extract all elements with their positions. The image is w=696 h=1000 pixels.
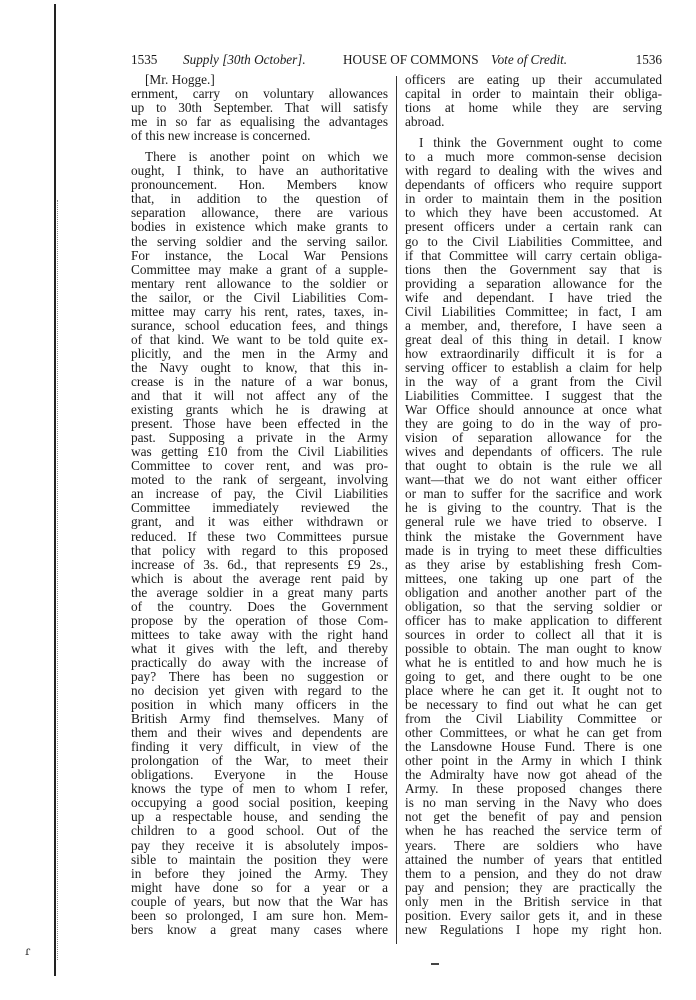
text-line: I think the Government ought to come (419, 136, 662, 151)
text-line: years. There are soldiers who have (405, 838, 662, 853)
text-line: with regard to dealing with the wives and (405, 164, 662, 179)
text-line: is no man serving in the Navy who does (405, 796, 662, 811)
text-line: obligation, so that the serving soldier or (405, 599, 662, 614)
text-line: mittees to take away with the right hand (131, 627, 388, 642)
text-line: how extraordinarily difficult it is for a (405, 346, 662, 361)
text-line: pay and pension; they are practically the (405, 880, 662, 895)
column-divider-rule (396, 76, 397, 944)
text-line: There is another point on which we (145, 150, 388, 165)
text-line: a member, and, therefore, I have seen a (405, 318, 662, 333)
text-line: mittee may carry his rent, rates, taxes, in- (131, 304, 388, 319)
text-line: go to the Civil Liabilities Committee, and (405, 234, 662, 249)
text-line: Liabilities Committee. I suggest that the (405, 389, 662, 404)
text-line: be necessary to find out what he can get (405, 698, 662, 713)
text-line: only men in the British service in that (405, 894, 662, 909)
text-line: position in which many officers in the (131, 698, 388, 713)
text-line: Civil Liabilities Committee; in fact, I am (405, 304, 662, 319)
text-line: abroad. (405, 115, 445, 130)
text-line: me in so far as equalising the advantages (131, 115, 388, 130)
right-text-column (405, 73, 662, 937)
text-line: want—that we do not want either officer (405, 473, 662, 488)
text-line: in order to maintain them in the position (405, 192, 662, 207)
text-line: of this new increase is concerned. (131, 129, 311, 144)
text-line: great deal of this thing in detail. I know (405, 332, 662, 347)
column-number-left: 1535 (131, 52, 158, 67)
text-line: sible to maintain the position they were (131, 852, 388, 867)
text-line: and that it will not affect any of the (131, 389, 388, 404)
text-line: general rule we have tried to observe. I (405, 515, 662, 530)
text-line: or man to suffer for the sacrifice and work (405, 487, 662, 502)
text-line: that ought to obtain is the rule we all (405, 459, 662, 474)
text-line: up to 30th September. That will satisfy (131, 101, 388, 116)
text-line: couple of years, but now that the War has (131, 894, 388, 909)
left-text-column (131, 73, 388, 937)
text-line: mittees, one taking up one part of the (405, 571, 662, 586)
text-line: to which they have been accustomed. At (405, 206, 662, 221)
text-line: ernment, carry on voluntary allowances (131, 87, 388, 102)
text-line: propose by the operation of those Com- (131, 613, 388, 628)
text-line: separation allowance, there are various (131, 206, 388, 221)
text-line: them to a pension, and they do not draw (405, 866, 662, 881)
text-line: sources in order to collect all that it is (405, 627, 662, 642)
text-line: Committee to cover rent, and was pro- (131, 459, 388, 474)
text-line: present officers under a certain rank can (405, 220, 662, 235)
text-line: to a much more common-sense decision (405, 150, 662, 165)
text-line: pay they receive it is absolutely impos- (131, 838, 388, 853)
text-line: when he has reached the service term of (405, 824, 662, 839)
text-line: present. Those have been effected in the (131, 417, 388, 432)
text-line: think the mistake the Government have (405, 529, 662, 544)
text-line: grant, and it was either withdrawn or (131, 515, 388, 530)
text-line: might have done so for a year or a (131, 880, 388, 895)
text-line: practically do away with the increase of (131, 655, 388, 670)
text-line: he is giving to the country. That is the (405, 501, 662, 516)
text-line: if that Committee will carry certain obliga- (405, 248, 662, 263)
text-line: vision of separation allowance for the (405, 431, 662, 446)
text-line: what he is entitled to and how much he is (405, 655, 662, 670)
text-line: capital in order to maintain their obliga- (405, 87, 662, 102)
text-line: they are going to do in the way of pro- (405, 417, 662, 432)
text-line: bodies in existence which make grants to (131, 220, 388, 235)
text-line: past. Supposing a private in the Army (131, 431, 388, 446)
text-line: the serving soldier and the serving sailor. (131, 234, 388, 249)
text-line: providing a separation allowance for the (405, 276, 662, 291)
text-line: of the country. Does the Government (131, 599, 388, 614)
text-line: place where he can get it. It ought not to (405, 684, 662, 699)
text-line: For instance, the Local War Pensions (131, 248, 388, 263)
text-line: that, in addition to the question of (131, 192, 388, 207)
footer-dash-mark (431, 963, 439, 965)
text-line: of that kind. We want to be told quite ex- (131, 332, 388, 347)
text-line: wives and dependants of officers. The rule (405, 445, 662, 460)
column-number-right: 1536 (635, 52, 662, 67)
text-line: Committee immediately reviewed the (131, 501, 388, 516)
text-line: the sailor, or the Civil Liabilities Com- (131, 290, 388, 305)
margin-dotted-rule (57, 200, 58, 960)
text-line: was getting £10 from the Civil Liabilities (131, 445, 388, 460)
text-line: the average soldier in a great many parts (131, 585, 388, 600)
running-header (131, 52, 662, 68)
text-line: been so prolonged, I am sure hon. Mem- (131, 908, 388, 923)
text-line: serving officer to establish a claim for help (405, 360, 662, 375)
text-line: knows the type of men to whom I refer, (131, 782, 388, 797)
text-line: tions at home while they are serving (405, 101, 662, 116)
text-line: reduced. If these two Committees pursue (131, 529, 388, 544)
text-line: new Regulations I hope my right hon. (405, 922, 662, 937)
text-line: moted to the rank of sergeant, involving (131, 473, 388, 488)
text-line: position. Every sailor gets it, and in these (405, 908, 662, 923)
text-line: which is about the average rent paid by (131, 571, 388, 586)
text-line: prolongation of the War, to meet their (131, 754, 388, 769)
text-line: an increase of pay, the Civil Liabilities (131, 487, 388, 502)
text-line: that policy with regard to this proposed (131, 543, 388, 558)
text-line: obligations. Everyone in the House (131, 768, 388, 783)
text-line: War Office should announce at once what (405, 403, 662, 418)
text-line: in before they joined the Army. They (131, 866, 388, 881)
text-line: pay? There has been no suggestion or (131, 669, 388, 684)
header-vote-subject: Vote of Credit. (491, 52, 568, 67)
text-line: wife and dependant. I have tried the (405, 290, 662, 305)
text-line: made is in trying to meet these difficulties (405, 543, 662, 558)
text-line: the Lansdowne House Fund. There is one (405, 740, 662, 755)
speaker-attribution: [Mr. Hogge.] (145, 73, 215, 87)
text-line: other Committees, or what he can get from (405, 726, 662, 741)
text-line: crease is in the nature of a war bonus, (131, 374, 388, 389)
text-line: the Admiralty have now got ahead of the (405, 768, 662, 783)
text-line: dependants of officers who require support (405, 178, 662, 193)
header-supply-date: Supply [30th October]. (183, 52, 306, 67)
text-line: possible to obtain. The man ought to know (405, 641, 662, 656)
text-line: increase of 3s. 6d., that represents £9 2s., (131, 557, 388, 572)
text-line: Committee may make a grant of a supple- (131, 262, 388, 277)
text-line: what it gives with the left, and thereby (131, 641, 388, 656)
text-line: them and their wives and dependents are (131, 726, 388, 741)
text-line: tions then the Government say that is (405, 262, 662, 277)
text-line: as they arise by establishing fresh Com- (405, 557, 662, 572)
text-line: plicitly, and the men in the Army and (131, 346, 388, 361)
text-line: attained the number of years that entitled (405, 852, 662, 867)
text-line: in the way of a grant from the Civil (405, 374, 662, 389)
text-line: officer has to make application to different (405, 613, 662, 628)
text-line: bers know a great many cases where (131, 922, 388, 937)
binding-margin-rule (54, 4, 56, 976)
text-line: not get the benefit of pay and pension (405, 810, 662, 825)
text-line: children to a good school. Out of the (131, 824, 388, 839)
text-line: other point in the Army in which I think (405, 754, 662, 769)
text-line: existing grants which he is drawing at (131, 403, 388, 418)
text-line: ought, I think, to have an authoritative (131, 164, 388, 179)
text-line: no decision yet given with regard to the (131, 684, 388, 699)
text-line: mentary rent allowance to the soldier or (131, 276, 388, 291)
text-line: surance, school education fees, and things (131, 318, 388, 333)
text-line: from the Civil Liability Committee or (405, 712, 662, 727)
text-line: pronouncement. Hon. Members know (131, 178, 388, 193)
text-line: Army. In these proposed changes there (405, 782, 662, 797)
text-line: officers are eating up their accumulated (405, 73, 662, 87)
text-line: occupying a good social position, keeping (131, 796, 388, 811)
text-line: British Army find themselves. Many of (131, 712, 388, 727)
text-line: going to get, and there ought to be one (405, 669, 662, 684)
margin-ink-mark: ɾ (25, 944, 31, 958)
text-line: obligation and another another part of the (405, 585, 662, 600)
text-line: finding it very difficult, in view of the (131, 740, 388, 755)
header-house-title: HOUSE OF COMMONS (343, 52, 479, 67)
text-line: up a respectable house, and sending the (131, 810, 388, 825)
text-line: the Navy ought to know, that this in- (131, 360, 388, 375)
